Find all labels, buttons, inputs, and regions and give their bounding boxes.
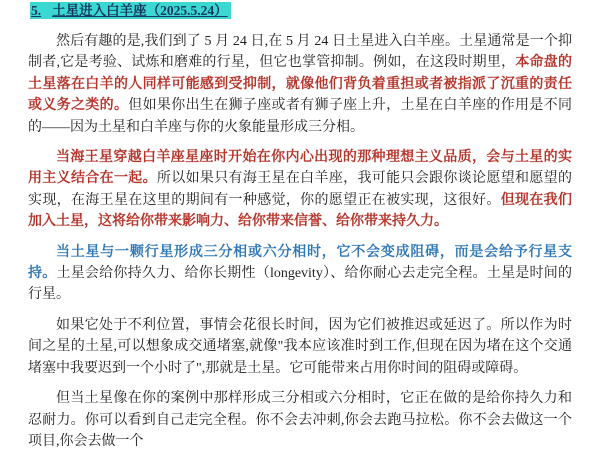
paragraph-1 <box>28 31 572 138</box>
text-segment-red-emphasis: 当海王星穿越白羊座星座时开始在你内心出现的那种理想主义品质，会与土星的实用主义结合在一起。 <box>28 150 572 187</box>
paragraph-4 <box>28 315 572 379</box>
section-number: 5. <box>31 3 42 18</box>
text-segment-blue-emphasis: 当土星与一颗行星形成三分相或六分相时，它不会变成阻碍，而是会给予行星支持。 <box>28 244 572 282</box>
paragraph-5 <box>28 388 572 452</box>
section-heading <box>30 2 572 19</box>
section-title: 土星进入白羊座（2025.5.24） <box>52 3 228 18</box>
text-segment: 所以如果只有海王星在白羊座，我可能只会跟你谈论愿望和愿望的实现，在海王星在这里的期间有一种感觉，你的愿望正在被实现，这很好。 <box>28 171 573 208</box>
paragraph-2 <box>28 147 572 233</box>
text-segment: 然后有趣的是,我们到了 5 月 24 日,在 5 月 24 日土星进入白羊座。土星通常是一个抑制者,它是考验、试炼和磨难的行星，但它也掌管抑制。例如，在这段时期里， <box>28 34 572 71</box>
section-heading-highlight <box>30 2 231 19</box>
text-segment: 土星会给你持久力、给你长期性（longevity）、给你耐心去走完全程。土星是时间的行星。 <box>28 266 572 303</box>
text-segment: 但当土星像在你的案例中那样形成三分相或六分相时，它正在做的是给你持久力和忍耐力。你可以看到自己走完全程。你不会去冲刺,你会去跑马拉松。你不会去做这一个项目,你会去做一个 <box>28 391 572 449</box>
text-segment: 但如果你出生在狮子座或者有狮子座上升，土星在白羊座的作用是不同的——因为土星和白羊座与你的火象能量形成三分相。 <box>28 98 573 135</box>
text-segment-red-emphasis: 本命盘的土星落在白羊的人同样可能感到受抑制，就像他们背负着重担或者被指派了沉重的责任或义务之类的。 <box>28 55 572 114</box>
paragraph-3 <box>28 242 572 306</box>
text-segment: 如果它处于不利位置，事情会花很长时间，因为它们被推迟或延迟了。所以作为时间之星的土星,可以想象成交通堵塞,就像"我本应该准时到工作,但现在因为堵在这个交通堵塞中我要迟到一个小时了",那就是土星。它可能带来占用你时间的阻碍或障碍。 <box>28 317 572 376</box>
text-segment-red-emphasis: 但现在我们加入土星，这将给你带来影响力、给你带来信誉、给你带来持久力。 <box>28 192 573 230</box>
